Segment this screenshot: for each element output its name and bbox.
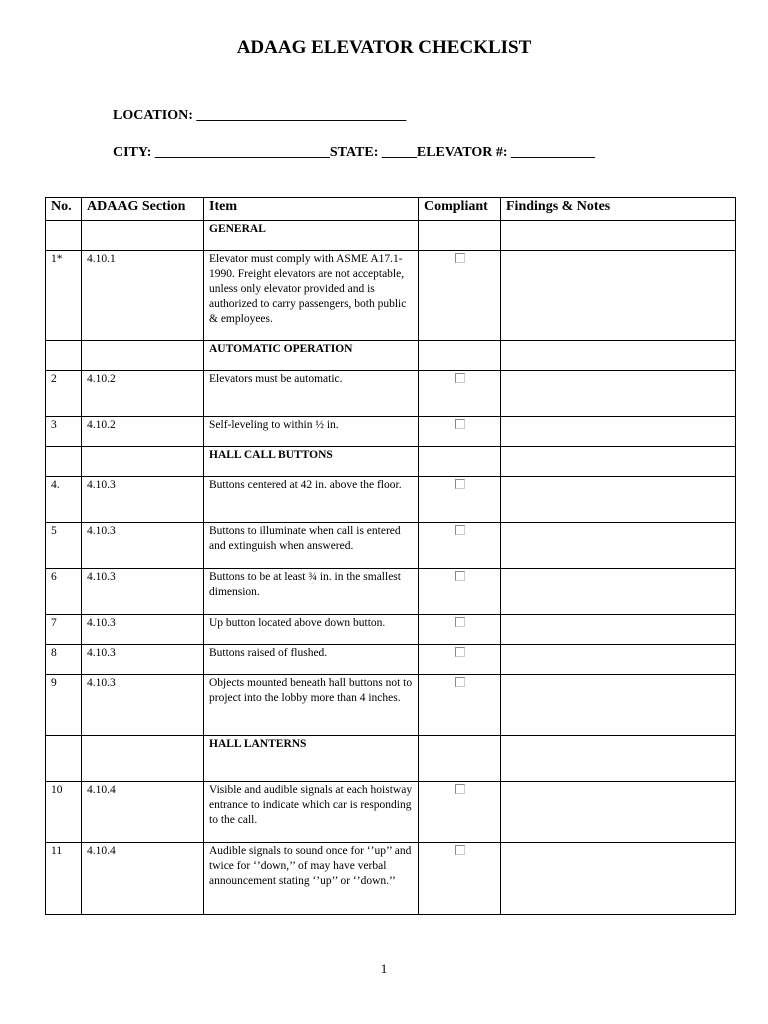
checklist-table <box>45 197 736 915</box>
document-title: ADAAG ELEVATOR CHECKLIST <box>236 37 532 58</box>
row-number: 7 <box>46 615 82 645</box>
findings-notes-cell[interactable] <box>501 569 736 615</box>
adaag-section: 4.10.1 <box>82 251 204 341</box>
compliant-checkbox[interactable] <box>455 617 465 627</box>
findings-notes-cell[interactable] <box>501 843 736 915</box>
findings-notes-cell[interactable] <box>501 675 736 736</box>
item-text: Buttons raised of flushed. <box>204 645 419 675</box>
item-text: Objects mounted beneath hall buttons not to project into the lobby more than 4 inches. <box>204 675 419 736</box>
column-header-item: Item <box>204 198 419 221</box>
section-heading: HALL LANTERNS <box>204 736 419 782</box>
adaag-section: 4.10.3 <box>82 675 204 736</box>
compliant-checkbox[interactable] <box>455 845 465 855</box>
row-number <box>46 447 82 477</box>
section-header-row <box>46 341 736 371</box>
adaag-section <box>82 221 204 251</box>
compliant-cell <box>419 645 501 675</box>
compliant-cell <box>419 523 501 569</box>
location-field: LOCATION: ______________________________ <box>113 108 407 123</box>
adaag-section: 4.10.2 <box>82 417 204 447</box>
findings-notes-cell[interactable] <box>501 417 736 447</box>
adaag-section <box>82 736 204 782</box>
item-text: Buttons to illuminate when call is entered and extinguish when answered. <box>204 523 419 569</box>
compliant-cell <box>419 221 501 251</box>
table-row <box>46 477 736 523</box>
adaag-section: 4.10.2 <box>82 371 204 417</box>
compliant-cell <box>419 569 501 615</box>
table-header-row <box>46 198 736 221</box>
table-row <box>46 569 736 615</box>
findings-notes-cell[interactable] <box>501 615 736 645</box>
adaag-section: 4.10.3 <box>82 569 204 615</box>
column-header-no: No. <box>46 198 82 221</box>
item-text: Buttons centered at 42 in. above the floor. <box>204 477 419 523</box>
column-header-section: ADAAG Section <box>82 198 204 221</box>
adaag-section: 4.10.3 <box>82 645 204 675</box>
row-number <box>46 341 82 371</box>
row-number: 11 <box>46 843 82 915</box>
table-row <box>46 782 736 843</box>
compliant-cell <box>419 782 501 843</box>
column-header-compliant: Compliant <box>419 198 501 221</box>
findings-notes-cell[interactable] <box>501 221 736 251</box>
section-heading: AUTOMATIC OPERATION <box>204 341 419 371</box>
adaag-section <box>82 341 204 371</box>
findings-notes-cell[interactable] <box>501 371 736 417</box>
item-text: Buttons to be at least ¾ in. in the smallest dimension. <box>204 569 419 615</box>
row-number <box>46 221 82 251</box>
city-state-elevator-field: CITY: _________________________STATE: _____ELEVATOR #: ____________ <box>113 145 596 160</box>
row-number <box>46 736 82 782</box>
item-text: Up button located above down button. <box>204 615 419 645</box>
compliant-cell <box>419 843 501 915</box>
row-number: 5 <box>46 523 82 569</box>
adaag-section: 4.10.3 <box>82 615 204 645</box>
compliant-cell <box>419 447 501 477</box>
row-number: 9 <box>46 675 82 736</box>
compliant-cell <box>419 736 501 782</box>
column-header-findings: Findings & Notes <box>501 198 736 221</box>
findings-notes-cell[interactable] <box>501 782 736 843</box>
compliant-cell <box>419 417 501 447</box>
table-row <box>46 843 736 915</box>
findings-notes-cell[interactable] <box>501 447 736 477</box>
table-row <box>46 371 736 417</box>
adaag-section: 4.10.4 <box>82 843 204 915</box>
section-header-row <box>46 447 736 477</box>
row-number: 8 <box>46 645 82 675</box>
compliant-checkbox[interactable] <box>455 373 465 383</box>
adaag-section: 4.10.3 <box>82 477 204 523</box>
row-number: 1* <box>46 251 82 341</box>
section-header-row <box>46 736 736 782</box>
item-text: Visible and audible signals at each hoistway entrance to indicate which car is responding to the call. <box>204 782 419 843</box>
compliant-checkbox[interactable] <box>455 571 465 581</box>
item-text: Elevators must be automatic. <box>204 371 419 417</box>
item-text: Elevator must comply with ASME A17.1-1990. Freight elevators are not acceptable, unless only elevator provided and is authorized to carry passengers, both public & employees. <box>204 251 419 341</box>
item-text: Self-leveling to within ½ in. <box>204 417 419 447</box>
compliant-checkbox[interactable] <box>455 525 465 535</box>
compliant-checkbox[interactable] <box>455 253 465 263</box>
row-number: 6 <box>46 569 82 615</box>
compliant-cell <box>419 341 501 371</box>
row-number: 2 <box>46 371 82 417</box>
findings-notes-cell[interactable] <box>501 736 736 782</box>
table-row <box>46 251 736 341</box>
table-row <box>46 417 736 447</box>
findings-notes-cell[interactable] <box>501 251 736 341</box>
row-number: 3 <box>46 417 82 447</box>
findings-notes-cell[interactable] <box>501 645 736 675</box>
table-body <box>46 221 736 915</box>
compliant-checkbox[interactable] <box>455 479 465 489</box>
compliant-cell <box>419 615 501 645</box>
compliant-cell <box>419 477 501 523</box>
adaag-section: 4.10.3 <box>82 523 204 569</box>
table-row <box>46 615 736 645</box>
findings-notes-cell[interactable] <box>501 477 736 523</box>
adaag-section <box>82 447 204 477</box>
findings-notes-cell[interactable] <box>501 523 736 569</box>
item-text: Audible signals to sound once for ‘’up’’ and twice for ‘’down,’’ of may have verbal announcement stating ‘’up’’ or ‘’down.’’ <box>204 843 419 915</box>
row-number: 4. <box>46 477 82 523</box>
compliant-cell <box>419 371 501 417</box>
compliant-cell <box>419 675 501 736</box>
findings-notes-cell[interactable] <box>501 341 736 371</box>
section-header-row <box>46 221 736 251</box>
compliant-checkbox[interactable] <box>455 784 465 794</box>
section-heading: HALL CALL BUTTONS <box>204 447 419 477</box>
adaag-section: 4.10.4 <box>82 782 204 843</box>
compliant-cell <box>419 251 501 341</box>
compliant-checkbox[interactable] <box>455 647 465 657</box>
table-row <box>46 523 736 569</box>
section-heading: GENERAL <box>204 221 419 251</box>
table-row <box>46 645 736 675</box>
compliant-checkbox[interactable] <box>455 677 465 687</box>
row-number: 10 <box>46 782 82 843</box>
table-row <box>46 675 736 736</box>
compliant-checkbox[interactable] <box>455 419 465 429</box>
page-number: 1 <box>380 961 388 976</box>
